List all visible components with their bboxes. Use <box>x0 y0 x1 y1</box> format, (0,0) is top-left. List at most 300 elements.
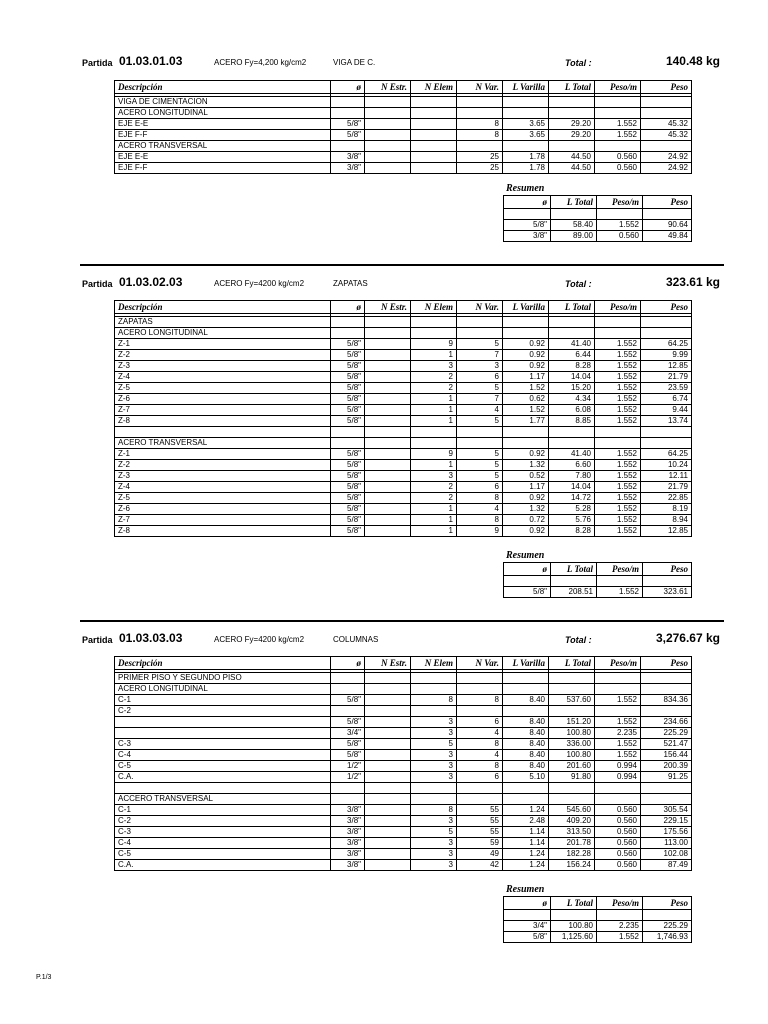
column-header: ø <box>331 81 365 94</box>
table-cell <box>411 794 457 805</box>
table-cell: 100.80 <box>551 921 597 932</box>
table-cell <box>504 209 551 220</box>
table-cell <box>365 350 411 361</box>
table-cell: 5.28 <box>549 504 595 515</box>
table-cell <box>115 728 331 739</box>
table-row <box>115 449 692 460</box>
table-cell: 1 <box>411 394 457 405</box>
table-cell <box>411 152 457 163</box>
table-cell: 100.80 <box>549 728 595 739</box>
partida-label: Partida <box>82 279 113 289</box>
table-cell: 2.235 <box>597 921 643 932</box>
table-cell: Z-2 <box>115 350 331 361</box>
column-header: N Estr. <box>365 657 411 670</box>
table-cell: C.A. <box>115 772 331 783</box>
table-cell <box>115 427 331 438</box>
table-cell <box>641 328 692 339</box>
column-header: Descripción <box>115 301 331 314</box>
table-cell <box>503 706 549 717</box>
table-cell: 8.28 <box>549 361 595 372</box>
table-cell: 1.552 <box>595 526 641 537</box>
table-cell: 5/8" <box>331 394 365 405</box>
column-header: L Total <box>551 563 597 576</box>
table-cell: 1.552 <box>595 695 641 706</box>
table-cell <box>411 130 457 141</box>
table-cell <box>365 482 411 493</box>
table-cell: 0.560 <box>595 816 641 827</box>
table-cell: 1.552 <box>595 739 641 750</box>
table-row <box>115 152 692 163</box>
table-cell: 3.65 <box>503 119 549 130</box>
resumen-row <box>504 921 692 932</box>
table-cell <box>365 449 411 460</box>
column-header: N Elem <box>411 657 457 670</box>
partida-code: 01.03.01.03 <box>119 54 183 68</box>
table-cell <box>365 794 411 805</box>
table-cell: ACERO TRANSVERSAL <box>115 438 331 449</box>
table-cell <box>115 783 331 794</box>
table-cell: ACERO LONGITUDINAL <box>115 684 331 695</box>
table-cell <box>365 317 411 328</box>
column-header: ø <box>331 657 365 670</box>
table-cell: 3/8" <box>331 860 365 871</box>
table-cell: Z-4 <box>115 482 331 493</box>
partida-label: Partida <box>82 635 113 645</box>
table-row <box>115 119 692 130</box>
table-cell: 1.552 <box>595 339 641 350</box>
table-cell: C-3 <box>115 827 331 838</box>
table-cell: 4 <box>457 504 503 515</box>
table-cell: 0.560 <box>595 849 641 860</box>
table-cell <box>597 209 643 220</box>
table-cell: 0.92 <box>503 350 549 361</box>
table-cell: 10.24 <box>641 460 692 471</box>
table-cell: 91.80 <box>549 772 595 783</box>
table-cell <box>503 438 549 449</box>
table-row <box>115 163 692 174</box>
table-cell <box>457 438 503 449</box>
table-cell: 521.47 <box>641 739 692 750</box>
resumen-title: Resumen <box>506 183 545 194</box>
column-header: Peso <box>643 897 692 910</box>
table-cell <box>551 576 597 587</box>
table-cell <box>595 783 641 794</box>
table-cell: 23.59 <box>641 383 692 394</box>
table-cell: 1.552 <box>595 119 641 130</box>
table-cell: 1/2" <box>331 761 365 772</box>
table-cell: 45.32 <box>641 119 692 130</box>
table-cell: 55 <box>457 805 503 816</box>
table-cell <box>641 673 692 684</box>
table-cell: 3/8" <box>331 838 365 849</box>
table-cell: 1,746.93 <box>643 932 692 943</box>
table-cell <box>595 794 641 805</box>
table-row <box>115 827 692 838</box>
column-header: Descripción <box>115 657 331 670</box>
table-cell: 5/8" <box>331 460 365 471</box>
table-cell: 1 <box>411 504 457 515</box>
table-cell: Z-6 <box>115 504 331 515</box>
table-cell: 3 <box>411 816 457 827</box>
resumen-row <box>504 220 692 231</box>
table-cell: 21.79 <box>641 372 692 383</box>
resumen-row <box>504 209 692 220</box>
table-cell <box>549 706 595 717</box>
resumen-table <box>503 562 692 598</box>
table-cell: 24.92 <box>641 152 692 163</box>
table-cell: 8 <box>457 493 503 504</box>
table-cell: 1.552 <box>595 750 641 761</box>
table-cell: 0.560 <box>595 860 641 871</box>
table-cell: 0.62 <box>503 394 549 405</box>
table-cell: 6 <box>457 717 503 728</box>
total-label: Total : <box>565 58 592 68</box>
table-cell: 234.66 <box>641 717 692 728</box>
table-cell <box>457 97 503 108</box>
table-cell <box>503 97 549 108</box>
table-cell <box>365 328 411 339</box>
table-cell: 313.50 <box>549 827 595 838</box>
total-label: Total : <box>565 635 592 645</box>
table-cell <box>457 706 503 717</box>
table-cell: 41.40 <box>549 339 595 350</box>
table-cell <box>597 910 643 921</box>
table-cell: 8 <box>457 515 503 526</box>
table-cell: 0.560 <box>595 805 641 816</box>
column-header: L Varilla <box>503 301 549 314</box>
table-cell <box>331 438 365 449</box>
table-cell <box>549 794 595 805</box>
table-cell: 8 <box>457 130 503 141</box>
table-cell <box>503 108 549 119</box>
material-label: ACERO Fy=4200 kg/cm2 <box>214 279 305 288</box>
table-cell: 12.85 <box>641 361 692 372</box>
table-cell: 5/8" <box>504 587 551 598</box>
resumen-title: Resumen <box>506 884 545 895</box>
table-row <box>115 504 692 515</box>
table-cell: 1.24 <box>503 849 549 860</box>
table-cell <box>411 108 457 119</box>
table-cell <box>411 163 457 174</box>
table-cell: 229.15 <box>641 816 692 827</box>
resumen-table <box>503 195 692 242</box>
table-cell <box>411 119 457 130</box>
table-cell <box>365 339 411 350</box>
total-value: 140.48 kg <box>665 54 720 68</box>
table-cell: 1.14 <box>503 838 549 849</box>
table-cell: 5/8" <box>504 220 551 231</box>
table-cell <box>457 783 503 794</box>
table-cell: 5.76 <box>549 515 595 526</box>
table-cell <box>411 97 457 108</box>
table-cell: 1.552 <box>597 587 643 598</box>
table-cell <box>503 317 549 328</box>
table-cell: 12.85 <box>641 526 692 537</box>
table-cell <box>365 372 411 383</box>
column-header: Peso <box>641 81 692 94</box>
table-cell <box>595 427 641 438</box>
table-cell <box>595 328 641 339</box>
table-cell <box>551 209 597 220</box>
table-cell: 5/8" <box>331 405 365 416</box>
table-cell: ACERO LONGITUDINAL <box>115 328 331 339</box>
table-cell <box>503 427 549 438</box>
table-cell <box>457 673 503 684</box>
table-cell: 90.64 <box>643 220 692 231</box>
table-cell: 8.40 <box>503 750 549 761</box>
table-cell <box>457 427 503 438</box>
table-cell: 8.40 <box>503 728 549 739</box>
table-cell <box>503 794 549 805</box>
element-label: COLUMNAS <box>333 635 379 644</box>
table-cell: 44.50 <box>549 152 595 163</box>
resumen-row <box>504 231 692 242</box>
table-cell <box>365 97 411 108</box>
column-header: Peso <box>641 657 692 670</box>
table-cell: 1 <box>411 460 457 471</box>
table-cell <box>411 427 457 438</box>
table-cell: 1.552 <box>595 405 641 416</box>
resumen-row <box>504 587 692 598</box>
table-cell: 5 <box>457 383 503 394</box>
table-cell <box>595 108 641 119</box>
page-number: P.1/3 <box>36 974 52 981</box>
table-cell: 102.08 <box>641 849 692 860</box>
table-cell: 12.11 <box>641 471 692 482</box>
table-cell: 14.04 <box>549 482 595 493</box>
table-cell: Z-3 <box>115 471 331 482</box>
table-cell: 3 <box>411 750 457 761</box>
table-cell: 3 <box>411 717 457 728</box>
table-row <box>115 706 692 717</box>
table-cell: 6.74 <box>641 394 692 405</box>
table-cell: 9 <box>457 526 503 537</box>
table-cell: ACERO TRANSVERSAL <box>115 141 331 152</box>
partida-label: Partida <box>82 58 113 68</box>
table-cell: EJE F-F <box>115 130 331 141</box>
table-cell: 49 <box>457 849 503 860</box>
table-cell: 1.24 <box>503 860 549 871</box>
table-cell <box>411 328 457 339</box>
table-cell: 1 <box>411 515 457 526</box>
table-cell: 5.10 <box>503 772 549 783</box>
table-cell: 8 <box>457 695 503 706</box>
table-cell: C.A. <box>115 860 331 871</box>
table-cell: 5/8" <box>331 130 365 141</box>
table-row <box>115 805 692 816</box>
element-label: ZAPATAS <box>333 279 368 288</box>
table-cell: 25 <box>457 163 503 174</box>
resumen-header-row <box>504 196 692 209</box>
column-header: Peso/m <box>595 301 641 314</box>
column-header: N Elem <box>411 301 457 314</box>
table-cell <box>595 673 641 684</box>
table-cell <box>595 684 641 695</box>
column-header: L Varilla <box>503 657 549 670</box>
table-cell <box>365 438 411 449</box>
table-cell: 59 <box>457 838 503 849</box>
table-cell: C-1 <box>115 805 331 816</box>
table-header-row <box>115 657 692 670</box>
table-cell: 1 <box>411 350 457 361</box>
section-header <box>0 631 768 651</box>
table-cell: 41.40 <box>549 449 595 460</box>
table-cell: 1/2" <box>331 772 365 783</box>
table-cell: 8.19 <box>641 504 692 515</box>
table-cell: 3/8" <box>331 827 365 838</box>
table-row <box>115 438 692 449</box>
table-cell <box>503 673 549 684</box>
table-cell: 1.552 <box>595 350 641 361</box>
table-cell: 6.08 <box>549 405 595 416</box>
column-header: N Estr. <box>365 301 411 314</box>
table-cell <box>365 838 411 849</box>
table-cell <box>504 910 551 921</box>
table-cell: 1.552 <box>595 717 641 728</box>
table-cell: 6.44 <box>549 350 595 361</box>
table-cell: 58.40 <box>551 220 597 231</box>
table-cell: 1.552 <box>595 515 641 526</box>
table-cell: 25 <box>457 152 503 163</box>
table-cell: 4.34 <box>549 394 595 405</box>
table-cell: 1.17 <box>503 482 549 493</box>
table-row <box>115 816 692 827</box>
table-cell <box>457 108 503 119</box>
table-cell: 1.552 <box>595 361 641 372</box>
table-cell: 64.25 <box>641 449 692 460</box>
table-cell: 1.552 <box>595 460 641 471</box>
table-cell: 6 <box>457 772 503 783</box>
table-cell: 305.54 <box>641 805 692 816</box>
table-cell <box>411 438 457 449</box>
table-cell: 5 <box>457 416 503 427</box>
section-header <box>0 54 768 74</box>
table-cell: 5 <box>457 339 503 350</box>
table-row <box>115 772 692 783</box>
table-cell: 3 <box>457 361 503 372</box>
column-header: Peso/m <box>597 563 643 576</box>
table-cell: 3/8" <box>331 816 365 827</box>
table-cell <box>365 141 411 152</box>
table-row <box>115 339 692 350</box>
table-cell: 8 <box>457 739 503 750</box>
table-cell: 3/4" <box>504 921 551 932</box>
table-cell: Z-1 <box>115 449 331 460</box>
total-label: Total : <box>565 279 592 289</box>
table-cell: 1.32 <box>503 460 549 471</box>
main-table <box>114 656 692 871</box>
table-cell: 7 <box>457 350 503 361</box>
table-cell <box>365 706 411 717</box>
table-cell <box>331 684 365 695</box>
table-cell: 1.552 <box>595 471 641 482</box>
table-row <box>115 317 692 328</box>
table-cell: 1 <box>411 405 457 416</box>
table-cell: ACERO LONGITUDINAL <box>115 108 331 119</box>
column-header: L Total <box>551 897 597 910</box>
table-cell: C-3 <box>115 739 331 750</box>
table-cell <box>643 209 692 220</box>
table-cell: 5/8" <box>331 361 365 372</box>
table-cell: 175.56 <box>641 827 692 838</box>
table-cell: 5 <box>411 827 457 838</box>
table-cell: 0.560 <box>595 152 641 163</box>
table-cell <box>365 739 411 750</box>
table-cell <box>411 141 457 152</box>
table-cell <box>411 317 457 328</box>
table-row <box>115 394 692 405</box>
total-value: 3,276.67 kg <box>655 631 720 645</box>
table-cell: 9 <box>411 449 457 460</box>
table-cell: 113.00 <box>641 838 692 849</box>
total-value: 323.61 kg <box>665 275 720 289</box>
table-cell <box>365 108 411 119</box>
table-cell: 1.78 <box>503 152 549 163</box>
column-header: L Total <box>549 81 595 94</box>
table-cell: 87.49 <box>641 860 692 871</box>
table-header-row <box>115 301 692 314</box>
table-cell: 1.552 <box>595 416 641 427</box>
table-cell <box>365 152 411 163</box>
table-row <box>115 838 692 849</box>
table-cell: 3 <box>411 471 457 482</box>
table-row <box>115 739 692 750</box>
table-row <box>115 383 692 394</box>
table-cell <box>365 471 411 482</box>
table-cell: 2 <box>411 482 457 493</box>
table-row <box>115 526 692 537</box>
table-cell <box>365 493 411 504</box>
table-row <box>115 350 692 361</box>
table-cell: 4 <box>457 728 503 739</box>
table-cell: 2 <box>411 383 457 394</box>
table-row <box>115 684 692 695</box>
resumen-title: Resumen <box>506 550 545 561</box>
table-cell <box>641 141 692 152</box>
table-cell <box>331 328 365 339</box>
table-cell: 1.552 <box>595 493 641 504</box>
table-row <box>115 405 692 416</box>
table-cell <box>365 684 411 695</box>
table-cell: 1.78 <box>503 163 549 174</box>
table-cell: 1.552 <box>595 482 641 493</box>
table-cell: 6 <box>457 482 503 493</box>
table-cell <box>503 783 549 794</box>
table-cell: 1.552 <box>595 130 641 141</box>
table-cell: 1.552 <box>595 394 641 405</box>
material-label: ACERO Fy=4200 kg/cm2 <box>214 635 305 644</box>
table-cell: 55 <box>457 816 503 827</box>
column-header: ø <box>504 897 551 910</box>
table-cell: 6 <box>457 372 503 383</box>
table-cell: 8.40 <box>503 739 549 750</box>
table-cell: 225.29 <box>641 728 692 739</box>
table-cell <box>331 141 365 152</box>
table-row <box>115 728 692 739</box>
table-cell: EJE E-E <box>115 152 331 163</box>
table-cell: 8 <box>411 805 457 816</box>
table-cell: 3/8" <box>331 163 365 174</box>
table-cell <box>595 97 641 108</box>
table-cell: 2.48 <box>503 816 549 827</box>
table-cell: 8.40 <box>503 761 549 772</box>
table-cell <box>595 706 641 717</box>
table-row <box>115 673 692 684</box>
table-cell <box>365 827 411 838</box>
table-cell <box>549 317 595 328</box>
table-row <box>115 849 692 860</box>
element-label: VIGA DE C. <box>333 58 376 67</box>
